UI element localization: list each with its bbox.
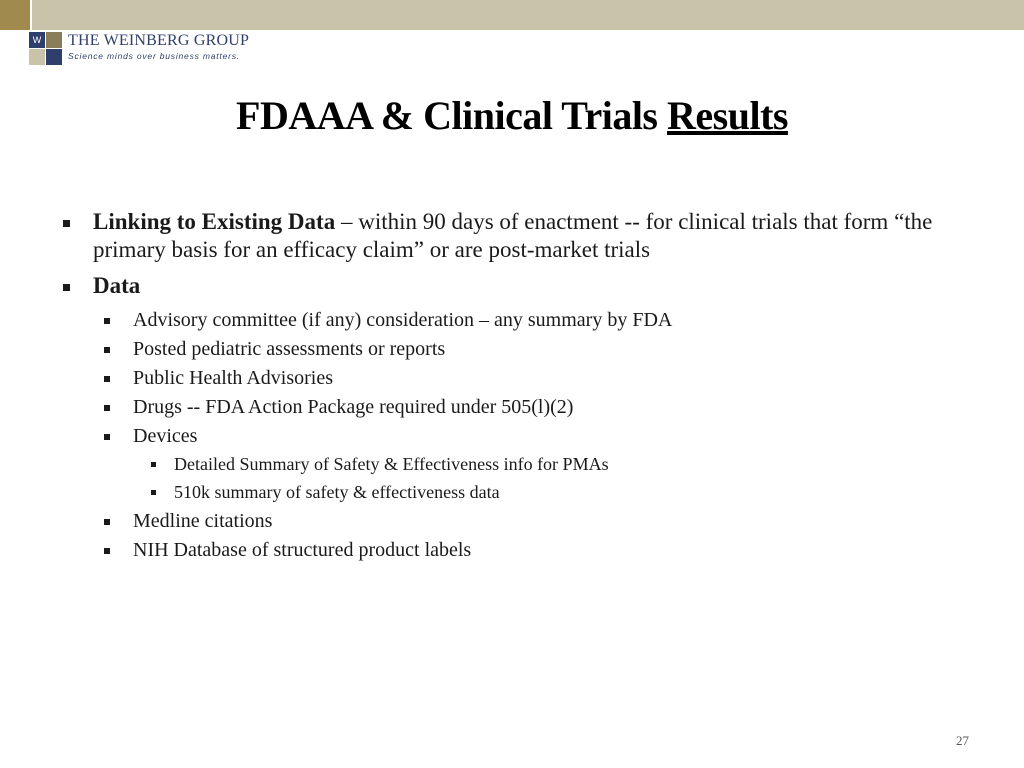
data-item-text: Posted pediatric assessments or reports xyxy=(133,338,446,360)
logo-text xyxy=(68,32,249,61)
linking-heading: Linking to Existing Data xyxy=(93,209,336,234)
top-bar-accent xyxy=(0,0,30,30)
data-item-text: NIH Database of structured product labels xyxy=(133,539,472,561)
square-bullet-icon xyxy=(104,318,110,324)
device-item-text: Detailed Summary of Safety & Effectiveness info for PMAs xyxy=(174,454,609,474)
logo-tagline: Science minds over business matters. xyxy=(68,51,240,61)
data-heading: Data xyxy=(93,273,141,298)
logo-tile: W xyxy=(29,32,45,48)
square-bullet-icon xyxy=(151,462,156,467)
title-main: FDAAA & Clinical Trials xyxy=(236,93,667,138)
square-bullet-icon xyxy=(104,347,110,353)
square-bullet-icon xyxy=(63,220,70,227)
linking-text: – within 90 days of enactment -- for clinical trials that form “the primary basis for an efficacy claim” or are post-market trials xyxy=(93,209,933,262)
page-number: 27 xyxy=(956,733,969,748)
data-item xyxy=(60,308,980,332)
bullet-list xyxy=(60,208,980,567)
data-item-text: Advisory committee (if any) consideration – any summary by FDA xyxy=(133,309,673,331)
bullet-linking xyxy=(60,208,980,264)
slide-title xyxy=(0,92,1024,139)
data-item-text: Medline citations xyxy=(133,510,273,532)
square-bullet-icon xyxy=(104,376,110,382)
data-item xyxy=(60,509,980,533)
logo-tile xyxy=(46,49,62,65)
company-logo xyxy=(29,32,249,64)
bullet-data xyxy=(60,272,980,300)
logo-mark xyxy=(29,32,62,65)
square-bullet-icon xyxy=(104,548,110,554)
device-item-text: 510k summary of safety & effectiveness data xyxy=(174,482,500,502)
top-bar xyxy=(0,0,1024,30)
logo-tile xyxy=(29,49,45,65)
top-bar-divider xyxy=(30,0,32,30)
title-underlined: Results xyxy=(667,93,788,138)
square-bullet-icon xyxy=(104,434,110,440)
logo-tile xyxy=(46,32,62,48)
square-bullet-icon xyxy=(63,284,70,291)
data-item-text: Devices xyxy=(133,425,198,447)
logo-name: THE WEINBERG GROUP xyxy=(68,32,250,49)
data-item-text: Drugs -- FDA Action Package required under 505(l)(2) xyxy=(133,396,574,418)
data-item xyxy=(60,424,980,448)
square-bullet-icon xyxy=(104,519,110,525)
device-item xyxy=(60,481,980,503)
square-bullet-icon xyxy=(151,490,156,495)
data-item xyxy=(60,366,980,390)
data-item xyxy=(60,395,980,419)
data-item xyxy=(60,538,980,562)
device-item xyxy=(60,453,980,475)
square-bullet-icon xyxy=(104,405,110,411)
data-item-text: Public Health Advisories xyxy=(133,367,333,389)
data-item xyxy=(60,337,980,361)
